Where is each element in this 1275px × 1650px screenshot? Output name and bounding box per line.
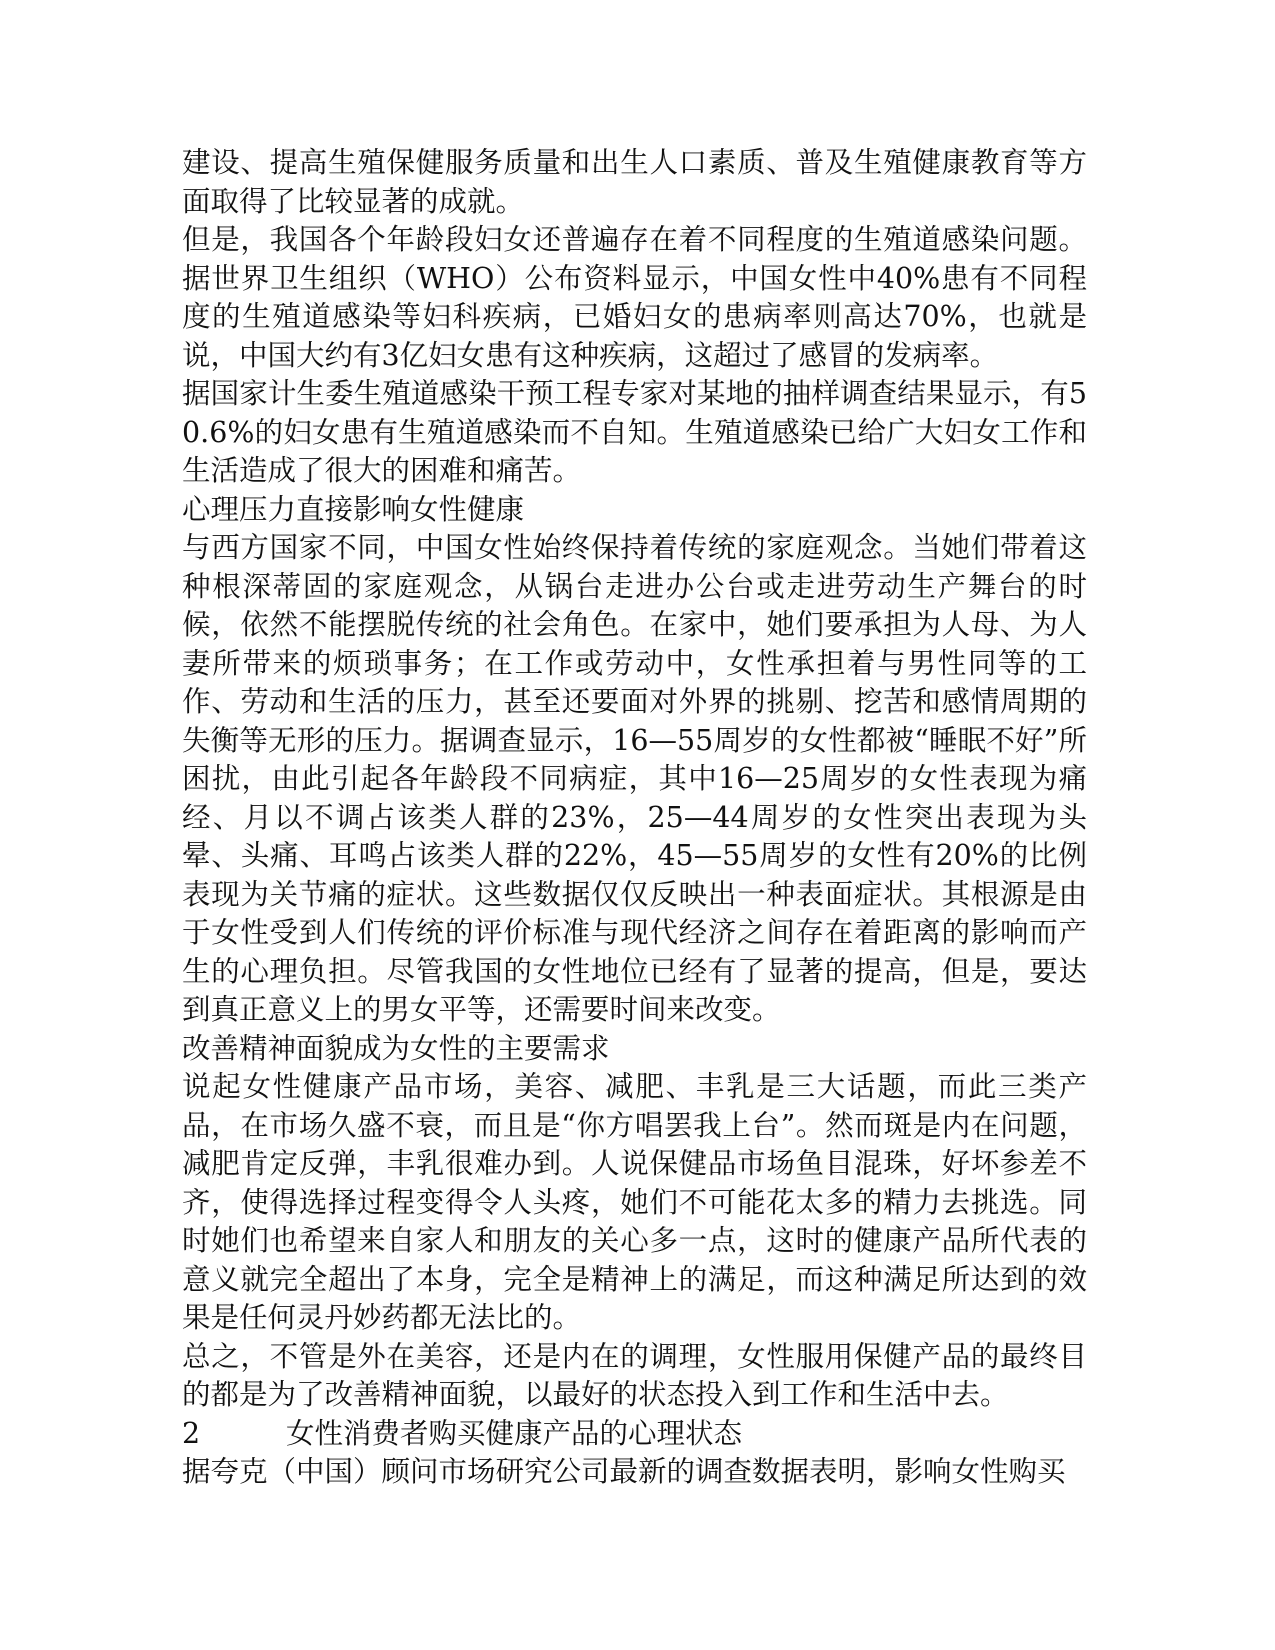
section-title: 女性消费者购买健康产品的心理状态 — [286, 1416, 743, 1450]
paragraph-conclusion: 总之，不管是外在美容，还是内在的调理，女性服用保健产品的最终目的都是为了改善精神面貌，以最好的状态投入到工作和生活中去。 — [182, 1339, 1087, 1411]
paragraph-quark-survey: 据夸克（中国）顾问市场研究公司最新的调查数据表明，影响女性购买 — [182, 1455, 1066, 1488]
heading-improve-spirit: 改善精神面貌成为女性的主要需求 — [182, 1031, 610, 1065]
paragraph-health-products: 说起女性健康产品市场，美容、减肥、丰乳是三大话题，而此三类产品，在市场久盛不衰，而且是“你方唱罢我上台”。然而斑是内在问题，减肥肯定反弹，丰乳很难办到。人说保健品市场鱼目混珠，好坏参差不齐，使得选择过程变得令人头疼，她们不可能花太多的精力去挑选。同时她们也希望来自家人和朋友的关心多一点，这时的健康产品所代表的意义就完全超出了本身，完全是精神上的满足，而这种满足所达到的效果是任何灵丹妙药都无法比的。 — [182, 1070, 1087, 1334]
section-number: 2 — [182, 1416, 201, 1450]
paragraph-achievements: 建设、提高生殖保健服务质量和出生人口素质、普及生殖健康教育等方面取得了比较显著的成就。 — [182, 146, 1087, 218]
paragraph-family-roles: 与西方国家不同，中国女性始终保持着传统的家庭观念。当她们带着这种根深蒂固的家庭观念，从锅台走进办公台或走进劳动生产舞台的时候，依然不能摆脱传统的社会角色。在家中，她们要承担为人母、为人妻所带来的烦琐事务；在工作或劳动中，女性承担着与男性同等的工作、劳动和生活的压力，甚至还要面对外界的挑剔、挖苦和感情周期的失衡等无形的压力。据调查显示，16—55周岁的女性都被“睡眠不好”所困扰，由此引起各年龄段不同病症，其中16—25周岁的女性表现为痛经、月以不调占该类人群的23%，25—44周岁的女性突出表现为头晕、头痛、耳鸣占该类人群的22%，45—55周岁的女性有20%的比例表现为关节痛的症状。这些数据仅仅反映出一种表面症状。其根源是由于女性受到人们传统的评价标准与现代经济之间存在着距离的影响而产生的心理负担。尽管我国的女性地位已经有了显著的提高，但是，要达到真正意义上的男女平等，还需要时间来改变。 — [182, 531, 1087, 1026]
paragraph-survey-result: 据国家计生委生殖道感染干预工程专家对某地的抽样调查结果显示，有50.6%的妇女患有生殖道感染而不自知。生殖道感染已给广大妇女工作和生活造成了很大的困难和痛苦。 — [182, 377, 1087, 487]
heading-psychological-pressure: 心理压力直接影响女性健康 — [182, 492, 525, 526]
document-page — [182, 144, 1087, 1492]
paragraph-infection-problem: 但是，我国各个年龄段妇女还普遍存在着不同程度的生殖道感染问题。据世界卫生组织（WHO）公布资料显示，中国女性中40%患有不同程度的生殖道感染等妇科疾病，已婚妇女的患病率则高达70%，也就是说，中国大约有3亿妇女患有这种疾病，这超过了感冒的发病率。 — [182, 223, 1087, 372]
section-heading-2 — [182, 1415, 1087, 1454]
